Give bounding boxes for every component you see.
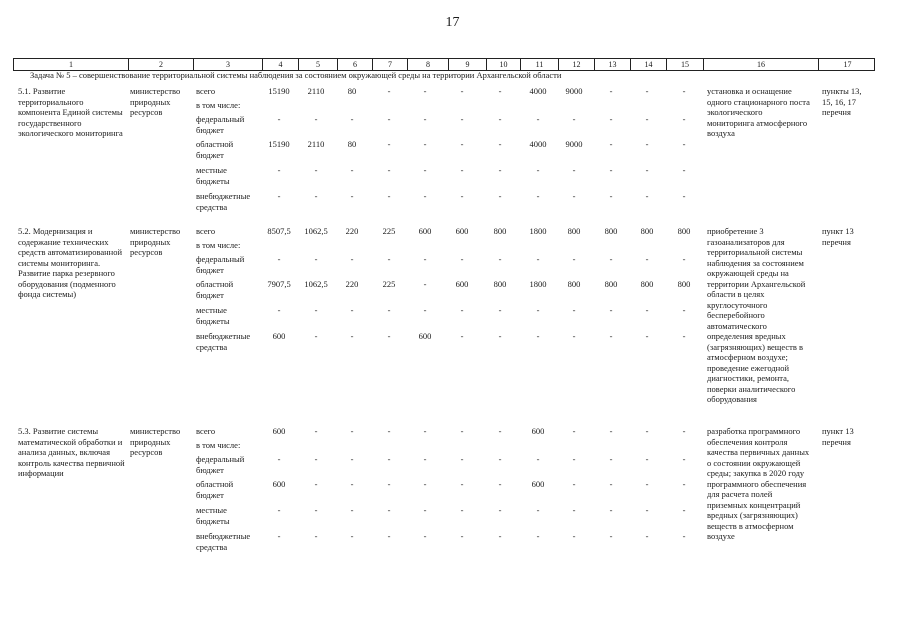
funding-value: - (682, 191, 686, 201)
funding-value: - (645, 331, 649, 341)
funding-value: - (498, 331, 502, 341)
funding-value: - (387, 454, 391, 464)
section-result: разработка программного обеспечения контроля качества первичных данных о состоянии окружающей среды; закупка в 2020 году программного обеспечения для расчета полей приземных концентраций вредных (загрязняющих) веществ в атмосферном воздухе (707, 426, 810, 541)
funding-value: - (645, 479, 649, 489)
funding-value: - (609, 254, 613, 264)
funding-value: - (609, 139, 613, 149)
funding-value: - (350, 426, 354, 436)
funding-value: - (423, 454, 427, 464)
funding-value: - (460, 454, 464, 464)
funding-value: - (460, 479, 464, 489)
funding-value: - (350, 479, 354, 489)
funding-value: - (682, 254, 686, 264)
header-column-2: 2 (129, 59, 194, 70)
funding-value: - (498, 165, 502, 175)
funding-value: - (460, 531, 464, 541)
section-name: 5.3. Развитие системы математической обработки и анализа данных, включая контроль качества первичной информации (18, 426, 125, 478)
funding-value: 800 (493, 279, 507, 289)
funding-value: - (682, 426, 686, 436)
funding-value: - (277, 165, 281, 175)
funding-value: - (536, 114, 540, 124)
funding-value: - (460, 254, 464, 264)
header-column-10: 10 (487, 59, 521, 70)
funding-value: - (387, 305, 391, 315)
funding-value: - (498, 505, 502, 515)
funding-value: - (387, 254, 391, 264)
funding-value: - (609, 191, 613, 201)
funding-value: - (536, 454, 540, 464)
funding-source-label: в том числе: (196, 440, 241, 450)
section-executor: министерство природных ресурсов (130, 426, 181, 457)
funding-value: - (536, 331, 540, 341)
funding-value: - (498, 426, 502, 436)
funding-source-label: внебюджетные средства (196, 531, 251, 552)
section-executor: министерство природных ресурсов (130, 226, 181, 257)
funding-source-label: местные бюджеты (196, 305, 230, 326)
funding-value: 8507,5 (267, 226, 291, 236)
funding-value: - (682, 531, 686, 541)
funding-value: - (536, 191, 540, 201)
header-column-13: 13 (595, 59, 631, 70)
funding-value: - (460, 191, 464, 201)
funding-value: - (314, 531, 318, 541)
funding-value: 800 (640, 279, 654, 289)
funding-value: - (460, 426, 464, 436)
funding-value: - (350, 305, 354, 315)
funding-value: - (609, 114, 613, 124)
funding-value: - (609, 86, 613, 96)
funding-value: - (350, 505, 354, 515)
funding-value: 600 (531, 426, 545, 436)
funding-value: - (350, 531, 354, 541)
funding-value: 800 (567, 279, 581, 289)
funding-value: 9000 (565, 139, 583, 149)
funding-value: - (572, 114, 576, 124)
funding-value: - (314, 305, 318, 315)
funding-value: - (498, 479, 502, 489)
funding-value: - (609, 305, 613, 315)
funding-value: - (387, 331, 391, 341)
funding-value: - (277, 305, 281, 315)
funding-value: - (423, 479, 427, 489)
funding-value: - (498, 254, 502, 264)
funding-value: 600 (418, 331, 432, 341)
funding-value: 600 (272, 426, 286, 436)
funding-source-label: федеральный бюджет (196, 454, 245, 475)
header-column-8: 8 (408, 59, 449, 70)
funding-value: - (423, 279, 427, 289)
funding-value: 7907,5 (267, 279, 291, 289)
header-column-16: 16 (704, 59, 819, 70)
funding-value: 600 (272, 479, 286, 489)
funding-value: 1800 (529, 279, 547, 289)
funding-value: - (609, 479, 613, 489)
header-column-14: 14 (631, 59, 667, 70)
funding-value: 220 (345, 226, 359, 236)
funding-source-label: областной бюджет (196, 139, 234, 160)
funding-value: - (645, 426, 649, 436)
header-column-17: 17 (843, 60, 852, 69)
funding-value: - (387, 139, 391, 149)
funding-value: - (423, 139, 427, 149)
funding-source-label: всего (196, 426, 216, 436)
funding-source-label: федеральный бюджет (196, 114, 245, 135)
funding-value: 800 (567, 226, 581, 236)
funding-value: - (572, 454, 576, 464)
header-column-15: 15 (667, 59, 704, 70)
funding-value: - (645, 505, 649, 515)
funding-value: - (682, 165, 686, 175)
funding-value: 2110 (307, 86, 325, 96)
funding-value: - (314, 114, 318, 124)
funding-value: 220 (345, 279, 359, 289)
funding-value: - (536, 305, 540, 315)
funding-value: - (423, 165, 427, 175)
funding-value: 800 (677, 226, 691, 236)
funding-value: - (645, 254, 649, 264)
funding-value: 800 (677, 279, 691, 289)
page-number: 17 (445, 15, 460, 30)
header-column-4: 4 (263, 59, 299, 70)
funding-value: - (498, 191, 502, 201)
header-column-9: 9 (449, 59, 487, 70)
funding-value: - (387, 191, 391, 201)
funding-value: - (498, 531, 502, 541)
funding-value: - (572, 531, 576, 541)
funding-value: - (645, 86, 649, 96)
funding-value: - (609, 426, 613, 436)
header-column-6: 6 (338, 59, 373, 70)
funding-value: - (423, 305, 427, 315)
funding-value: 1062,5 (304, 279, 328, 289)
funding-value: - (350, 331, 354, 341)
funding-value: - (572, 191, 576, 201)
funding-value: - (423, 191, 427, 201)
funding-value: - (572, 254, 576, 264)
funding-source-label: в том числе: (196, 100, 241, 110)
funding-value: 800 (604, 226, 618, 236)
funding-value: - (572, 505, 576, 515)
funding-value: 80 (347, 139, 357, 149)
funding-value: - (314, 479, 318, 489)
funding-value: - (536, 254, 540, 264)
funding-value: - (277, 191, 281, 201)
funding-value: - (609, 505, 613, 515)
funding-value: - (423, 426, 427, 436)
header-column-3: 3 (194, 59, 263, 70)
funding-value: 600 (418, 226, 432, 236)
funding-value: - (460, 114, 464, 124)
funding-value: 4000 (529, 139, 547, 149)
funding-source-label: местные бюджеты (196, 505, 230, 526)
funding-value: 800 (640, 226, 654, 236)
funding-source-label: всего (196, 226, 216, 236)
funding-value: - (277, 505, 281, 515)
funding-source-label: областной бюджет (196, 279, 234, 300)
header-column-12: 12 (559, 59, 595, 70)
funding-source-label: местные бюджеты (196, 165, 230, 186)
header-column-5: 5 (299, 59, 338, 70)
funding-value: 2110 (307, 139, 325, 149)
funding-value: - (682, 86, 686, 96)
funding-value: - (645, 165, 649, 175)
funding-value: - (423, 86, 427, 96)
funding-value: - (572, 479, 576, 489)
funding-value: - (460, 505, 464, 515)
funding-value: - (498, 139, 502, 149)
funding-value: - (682, 305, 686, 315)
section-reference: пункты 13, 15, 16, 17 перечня (822, 86, 862, 117)
funding-value: 800 (604, 279, 618, 289)
funding-value: - (572, 305, 576, 315)
funding-value: - (350, 165, 354, 175)
funding-value: - (314, 165, 318, 175)
funding-value: - (277, 114, 281, 124)
funding-value: 600 (455, 226, 469, 236)
section-name: 5.1. Развитие территориального компонента Единой системы государственного экологического мониторинга (18, 86, 123, 138)
funding-value: - (350, 191, 354, 201)
funding-source-label: внебюджетные средства (196, 331, 251, 352)
funding-value: - (423, 531, 427, 541)
funding-value: - (645, 139, 649, 149)
funding-value: 9000 (565, 86, 583, 96)
funding-value: - (350, 254, 354, 264)
funding-value: - (609, 331, 613, 341)
funding-value: - (314, 331, 318, 341)
funding-value: - (387, 86, 391, 96)
header-column-7: 7 (373, 59, 408, 70)
funding-value: 600 (272, 331, 286, 341)
section-name: 5.2. Модернизация и содержание технических средств автоматизированной системы мониторинга. Развитие парка резервного оборудования (подменного фонда системы) (18, 226, 123, 299)
header-column-11: 11 (521, 59, 559, 70)
funding-value: - (460, 305, 464, 315)
funding-value: - (536, 531, 540, 541)
funding-source-label: в том числе: (196, 240, 241, 250)
funding-value: 600 (455, 279, 469, 289)
funding-value: - (423, 114, 427, 124)
funding-value: - (387, 505, 391, 515)
section-executor: министерство природных ресурсов (130, 86, 181, 117)
funding-value: 225 (382, 279, 396, 289)
funding-value: - (572, 331, 576, 341)
funding-value: - (314, 426, 318, 436)
funding-value: - (609, 531, 613, 541)
funding-value: - (350, 114, 354, 124)
funding-value: - (572, 165, 576, 175)
funding-value: - (387, 114, 391, 124)
header-column-1: 1 (14, 59, 129, 70)
funding-value: 600 (531, 479, 545, 489)
funding-value: - (645, 114, 649, 124)
funding-value: - (682, 114, 686, 124)
funding-value: - (387, 426, 391, 436)
funding-value: - (423, 254, 427, 264)
funding-value: - (645, 305, 649, 315)
section-reference: пункт 13 перечня (822, 226, 854, 247)
funding-value: - (536, 505, 540, 515)
funding-value: - (423, 505, 427, 515)
funding-source-label: областной бюджет (196, 479, 234, 500)
funding-value: - (387, 531, 391, 541)
funding-value: - (682, 479, 686, 489)
funding-value: 15190 (268, 86, 290, 96)
funding-value: - (277, 531, 281, 541)
funding-value: 800 (493, 226, 507, 236)
funding-value: - (314, 254, 318, 264)
funding-value: - (645, 531, 649, 541)
funding-source-label: федеральный бюджет (196, 254, 245, 275)
funding-value: - (460, 139, 464, 149)
funding-value: - (682, 331, 686, 341)
funding-value: - (277, 254, 281, 264)
funding-value: - (645, 191, 649, 201)
funding-value: - (314, 454, 318, 464)
funding-value: - (277, 454, 281, 464)
task-title: Задача № 5 – совершенствование территориальной системы наблюдения за состоянием окружающей среды на территории Архангельской области (30, 70, 562, 80)
funding-value: - (572, 426, 576, 436)
funding-value: - (682, 505, 686, 515)
section-result: установка и оснащение одного стационарного поста экологического мониторинга атмосферного воздуха (707, 86, 810, 138)
funding-value: 1062,5 (304, 226, 328, 236)
funding-value: - (498, 114, 502, 124)
funding-value: - (460, 331, 464, 341)
funding-value: 15190 (268, 139, 290, 149)
funding-value: - (498, 454, 502, 464)
funding-value: - (609, 165, 613, 175)
funding-source-label: всего (196, 86, 216, 96)
funding-value: - (350, 454, 354, 464)
funding-value: - (498, 86, 502, 96)
funding-value: 1800 (529, 226, 547, 236)
funding-value: - (460, 86, 464, 96)
section-reference: пункт 13 перечня (822, 426, 854, 447)
funding-value: - (387, 479, 391, 489)
funding-value: - (682, 139, 686, 149)
funding-value: - (609, 454, 613, 464)
funding-value: - (498, 305, 502, 315)
funding-value: - (536, 165, 540, 175)
funding-value: 4000 (529, 86, 547, 96)
funding-value: 225 (382, 226, 396, 236)
funding-value: - (682, 454, 686, 464)
funding-value: - (387, 165, 391, 175)
funding-value: - (314, 191, 318, 201)
funding-value: - (460, 165, 464, 175)
funding-value: 80 (347, 86, 357, 96)
funding-value: - (314, 505, 318, 515)
funding-source-label: внебюджетные средства (196, 191, 251, 212)
section-result: приобретение 3 газоанализаторов для территориальной системы наблюдения за состоянием окружающей среды на территории Архангельской области в целях круглосуточного бесперебойного автоматического определения вредных (загрязняющих) веществ в атмосферном воздухе; проведение ежегодной диагностики, ремонта, поверки аналитического оборудования (707, 226, 806, 404)
funding-value: - (645, 454, 649, 464)
